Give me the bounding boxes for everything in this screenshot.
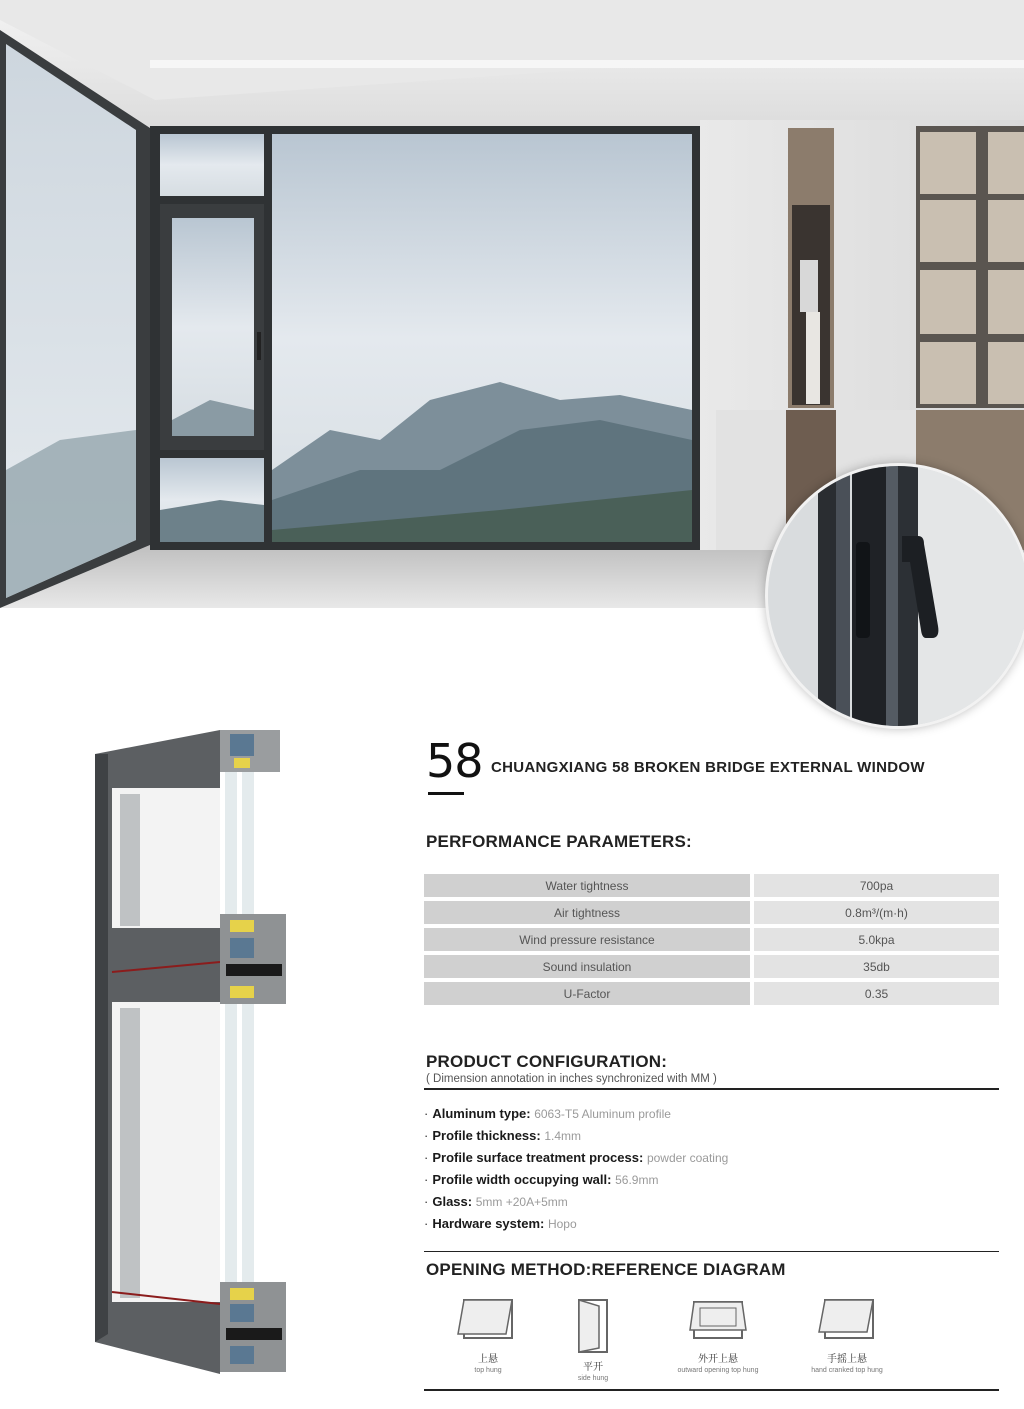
method-name-en: hand cranked top hung [811,1367,883,1374]
param-value: 35db [754,955,999,978]
config-label: Hardware system: [432,1216,545,1231]
handle-detail-zoom [765,463,1024,729]
opening-title: OPENING METHOD:REFERENCE DIAGRAM [426,1260,786,1279]
param-value: 700pa [754,874,999,897]
list-item: · Hardware system: Hopo [424,1216,577,1231]
table-row [424,901,999,924]
list-item: · Glass: 5mm +20A+5mm [424,1194,568,1209]
config-value: 56.9mm [615,1173,659,1187]
performance-title: PERFORMANCE PARAMETERS: [426,832,692,851]
method-name-cn: 手摇上悬 [827,1354,867,1365]
divider [424,1389,999,1391]
method-name-cn: 平开 [583,1362,603,1373]
method-name-en: outward opening top hung [677,1367,759,1374]
divider [424,1088,999,1090]
list-item: · Profile width occupying wall: 56.9mm [424,1172,659,1187]
method-name-en: side hung [577,1375,609,1382]
config-value: 5mm +20A+5mm [475,1195,568,1209]
config-label: Profile surface treatment process: [432,1150,644,1165]
table-row [424,982,999,1005]
list-item: · Aluminum type: 6063-T5 Aluminum profile [424,1106,671,1121]
method-name-cn: 外开上悬 [698,1354,738,1365]
param-value: 0.8m³/(m·h) [754,901,999,924]
configuration-title: PRODUCT CONFIGURATION: [426,1052,668,1071]
window-profile-section-illustration [90,724,300,1374]
config-value: 6063-T5 Aluminum profile [534,1107,671,1121]
config-label: Profile thickness: [432,1128,541,1143]
param-value: 0.35 [754,982,999,1005]
config-value: 1.4mm [544,1129,582,1143]
opening-method-outward-top-hung [673,1296,763,1374]
param-label: U-Factor [424,982,750,1005]
opening-method-hand-cranked-top-hung [802,1296,892,1374]
config-label: Profile width occupying wall: [432,1172,612,1187]
heading-underline [428,792,464,795]
param-label: Water tightness [424,874,750,897]
config-label: Glass: [432,1194,473,1209]
param-value: 5.0kpa [754,928,999,951]
method-name-cn: 上悬 [478,1354,498,1365]
outward-top-hung-icon [686,1296,750,1342]
method-name-en: top hung [474,1367,502,1374]
opening-method-side-hung [548,1296,638,1382]
list-item: · Profile thickness: 1.4mm [424,1128,582,1143]
configuration-list [424,1103,728,1235]
divider [424,1251,999,1252]
product-title: CHUANGXIANG 58 BROKEN BRIDGE EXTERNAL WINDOW [491,759,925,776]
table-row [424,955,999,978]
opening-method-top-hung [443,1296,533,1374]
table-row [424,874,999,897]
side-hung-icon [561,1296,625,1356]
top-hung-icon [456,1296,520,1342]
config-value: powder coating [646,1151,729,1165]
table-row [424,928,999,951]
config-value: Hopo [547,1217,577,1231]
config-label: Aluminum type: [432,1106,531,1121]
configuration-note: ( Dimension annotation in inches synchronized with MM ) [426,1073,717,1085]
list-item: · Profile surface treatment process: powder coating [424,1150,729,1165]
param-label: Wind pressure resistance [424,928,750,951]
hand-cranked-top-hung-icon [815,1296,879,1342]
model-number: 58 [426,734,483,788]
performance-table [424,874,999,1009]
param-label: Air tightness [424,901,750,924]
param-label: Sound insulation [424,955,750,978]
